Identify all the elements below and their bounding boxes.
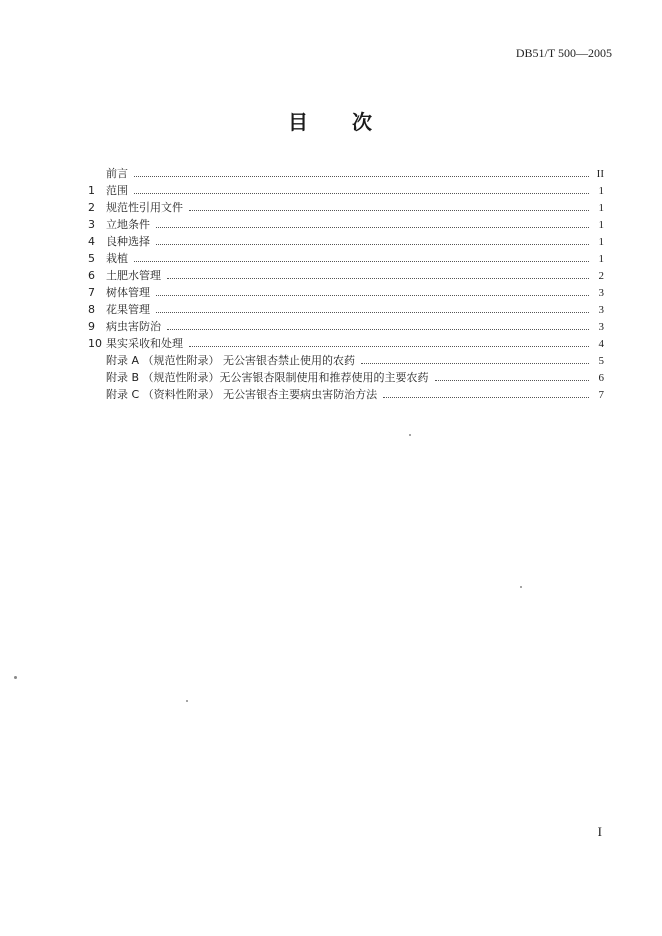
toc-entry-page: 4 [598, 338, 604, 350]
toc-leader-dots [134, 192, 589, 194]
toc-leader-dots [435, 379, 589, 381]
scan-speck [186, 700, 188, 702]
scan-speck [409, 434, 411, 436]
toc-entry [88, 267, 604, 284]
toc-entry [88, 284, 604, 301]
toc-entry [88, 182, 604, 199]
toc-entry-number: 5 [88, 252, 95, 265]
scan-speck [520, 586, 522, 588]
toc-entry-number: 1 [88, 184, 95, 197]
toc-entry-page: 3 [598, 304, 604, 316]
title-char-left: 目 [288, 110, 310, 134]
toc-leader-dots [189, 345, 589, 347]
toc-leader-dots [156, 294, 589, 296]
toc-leader-dots [361, 362, 589, 364]
toc-entry [88, 352, 604, 369]
toc-entry-number: 10 [88, 337, 102, 350]
toc-entry-page: 1 [598, 185, 604, 197]
toc-entry [88, 165, 604, 182]
toc-leader-dots [156, 243, 589, 245]
page-title [0, 106, 662, 135]
toc-entry [88, 318, 604, 335]
document-code: DB51/T 500—2005 [515, 46, 612, 60]
toc-entry-label: 规范性引用文件 [106, 201, 183, 214]
toc-entry-page: 5 [598, 355, 604, 367]
toc-entry [88, 301, 604, 318]
toc-entry-number: 2 [88, 201, 95, 214]
toc-entry-page: 3 [598, 321, 604, 333]
toc-entry-label: 附录 A （规范性附录） 无公害银杏禁止使用的农药 [106, 354, 356, 367]
toc-entry-page: 7 [598, 389, 604, 401]
toc-entry-label: 良种选择 [106, 235, 150, 248]
toc-entry-number: 3 [88, 218, 95, 231]
toc-entry-label: 前言 [106, 167, 128, 180]
title-char-right: 次 [352, 110, 374, 134]
toc-leader-dots [167, 328, 589, 330]
toc-leader-dots [156, 226, 589, 228]
toc-entry-page: 2 [598, 270, 604, 282]
toc-entry-label: 果实采收和处理 [106, 337, 183, 350]
toc-entry-page: 6 [598, 372, 604, 384]
toc-entry [88, 369, 604, 386]
scan-speck [14, 676, 17, 679]
page-number: I [597, 824, 602, 839]
toc-entry-label: 树体管理 [106, 286, 150, 299]
toc-leader-dots [383, 396, 589, 398]
toc-entry-page: 1 [598, 236, 604, 248]
toc-entry-number: 9 [88, 320, 95, 333]
toc-leader-dots [156, 311, 589, 313]
toc-entry-number: 7 [88, 286, 95, 299]
toc-entry [88, 233, 604, 250]
toc-entry [88, 216, 604, 233]
toc-leader-dots [134, 260, 589, 262]
toc-entry-number: 8 [88, 303, 95, 316]
toc-entry-page: II [596, 168, 604, 180]
toc-entry-label: 范围 [106, 184, 128, 197]
toc-entry-label: 附录 B （规范性附录）无公害银杏限制使用和推荐使用的主要农药 [106, 371, 429, 384]
toc-entry-page: 1 [598, 253, 604, 265]
toc-entry [88, 335, 604, 352]
toc-entry-number: 4 [88, 235, 95, 248]
toc-leader-dots [167, 277, 589, 279]
toc-entry-page: 3 [598, 287, 604, 299]
toc-leader-dots [189, 209, 589, 211]
toc-entry-label: 立地条件 [106, 218, 150, 231]
toc-entry [88, 386, 604, 403]
toc-entry-page: 1 [598, 202, 604, 214]
toc-entry-number: 6 [88, 269, 95, 282]
toc-entry-label: 病虫害防治 [106, 320, 161, 333]
toc-entry-label: 土肥水管理 [106, 269, 161, 282]
toc-entry-page: 1 [598, 219, 604, 231]
toc-entry-label: 花果管理 [106, 303, 150, 316]
toc-entry [88, 250, 604, 267]
toc-entry-label: 栽植 [106, 252, 128, 265]
toc-entry [88, 199, 604, 216]
toc-entry-label: 附录 C （资料性附录） 无公害银杏主要病虫害防治方法 [106, 388, 378, 401]
toc-leader-dots [134, 175, 589, 177]
table-of-contents [88, 165, 604, 403]
